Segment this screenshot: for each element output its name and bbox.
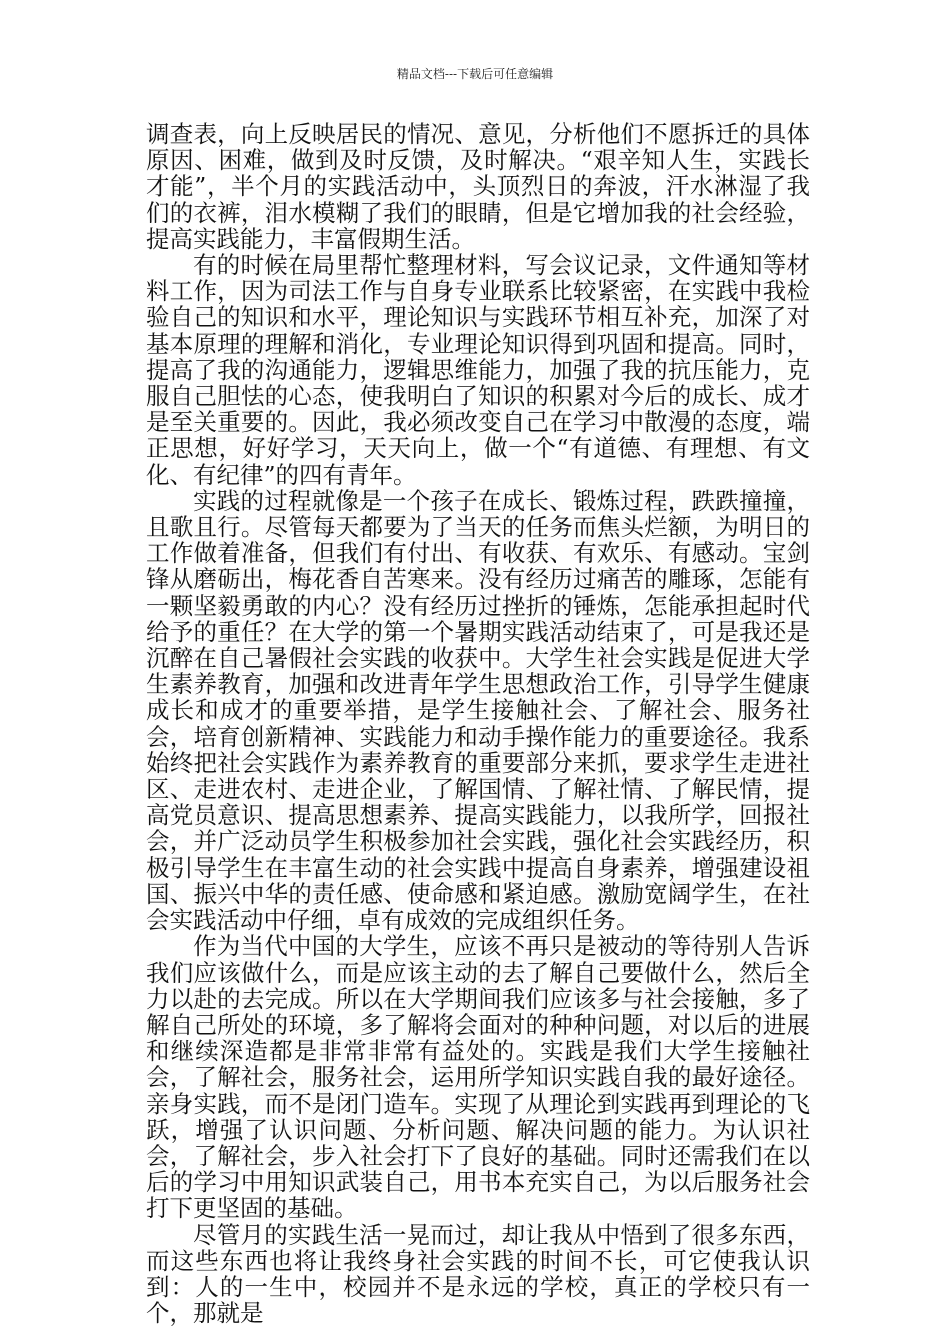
paragraph-5: 尽管月的实践生活一晃而过，却让我从中悟到了很多东西，而这些东西也将让我终身社会实践的时间不长，可它使我认识到：人的一生中，校园并不是永远的学校，真正的学校只有一个，那就是: [146, 1220, 810, 1328]
paragraph-2: 有的时候在局里帮忙整理材料，写会议记录，文件通知等材料工作，因为司法工作与自身专业联系比较紧密，在实践中我检验自己的知识和水平，理论知识与实践环节相互补充，加深了对基本原理的理解和消化，专业理论知识得到巩固和提高。同时，提高了我的沟通能力，逻辑思维能力，加强了我的抗压能力，克服自己胆怯的心态，使我明白了知识的积累对今后的成长、成才是至关重要的。因此，我必须改变自己在学习中散漫的态度，端正思想，好好学习，天天向上，做一个“有道德、有理想、有文化、有纪律”的四有青年。: [146, 251, 810, 489]
document-body: [146, 121, 810, 1326]
paragraph-3: 实践的过程就像是一个孩子在成长、锻炼过程，跌跌撞撞，且歌且行。尽管每天都要为了当天的任务而焦头烂额，为明日的工作做着准备，但我们有付出、有收获、有欢乐、有感动。宝剑锋从磨砺出，梅花香自苦寒来。没有经历过痛苦的雕琢，怎能有一颗坚毅勇敢的内心？没有经历过挫折的锤炼，怎能承担起时代给予的重任？在大学的第一个暑期实践活动结束了，可是我还是沉醉在自己暑假社会实践的收获中。大学生社会实践是促进大学生素养教育，加强和改进青年学生思想政治工作，引导学生健康成长和成才的重要举措，是学生接触社会、了解社会、服务社会，培育创新精神、实践能力和动手操作能力的重要途径。我系始终把社会实践作为素养教育的重要部分来抓，要求学生走进社区、走进农村、走进企业，了解国情、了解社情、了解民情，提高党员意识、提高思想素养、提高实践能力，以我所学，回报社会，并广泛动员学生积极参加社会实践，强化社会实践经历，积极引导学生在丰富生动的社会实践中提高自身素养，增强建设祖国、振兴中华的责任感、使命感和紧迫感。激励宽阔学生，在社会实践活动中仔细，卓有成效的完成组织任务。: [146, 486, 810, 935]
paragraph-1: 调查表，向上反映居民的情况、意见，分析他们不愿拆迁的具体原因、困难，做到及时反馈，及时解决。“艰辛知人生，实践长才能”，半个月的实践活动中，头顶烈日的奔波，汗水淋湿了我们的衣裤，泪水模糊了我们的眼睛，但是它增加我的社会经验，提高实践能力，丰富假期生活。: [146, 120, 810, 253]
paragraph-4: 作为当代中国的大学生，应该不再只是被动的等待别人告诉我们应该做什么，而是应该主动的去了解自己要做什么，然后全力以赴的去完成。所以在大学期间我们应该多与社会接触，多了解自己所处的环境，多了解将会面对的种种问题，对以后的进展和继续深造都是非常非常有益处的。实践是我们大学生接触社会，了解社会，服务社会，运用所学知识实践自我的最好途径。亲身实践，而不是闭门造车。实现了从理论到实践再到理论的飞跃，增强了认识问题、分析问题、解决问题的能力。为认识社会，了解社会，步入社会打下了良好的基础。同时还需我们在以后的学习中用知识武装自己，用书本充实自己，为以后服务社会打下更坚固的基础。: [146, 932, 810, 1223]
page-header: 精品文档---下载后可任意编辑: [396, 67, 554, 81]
